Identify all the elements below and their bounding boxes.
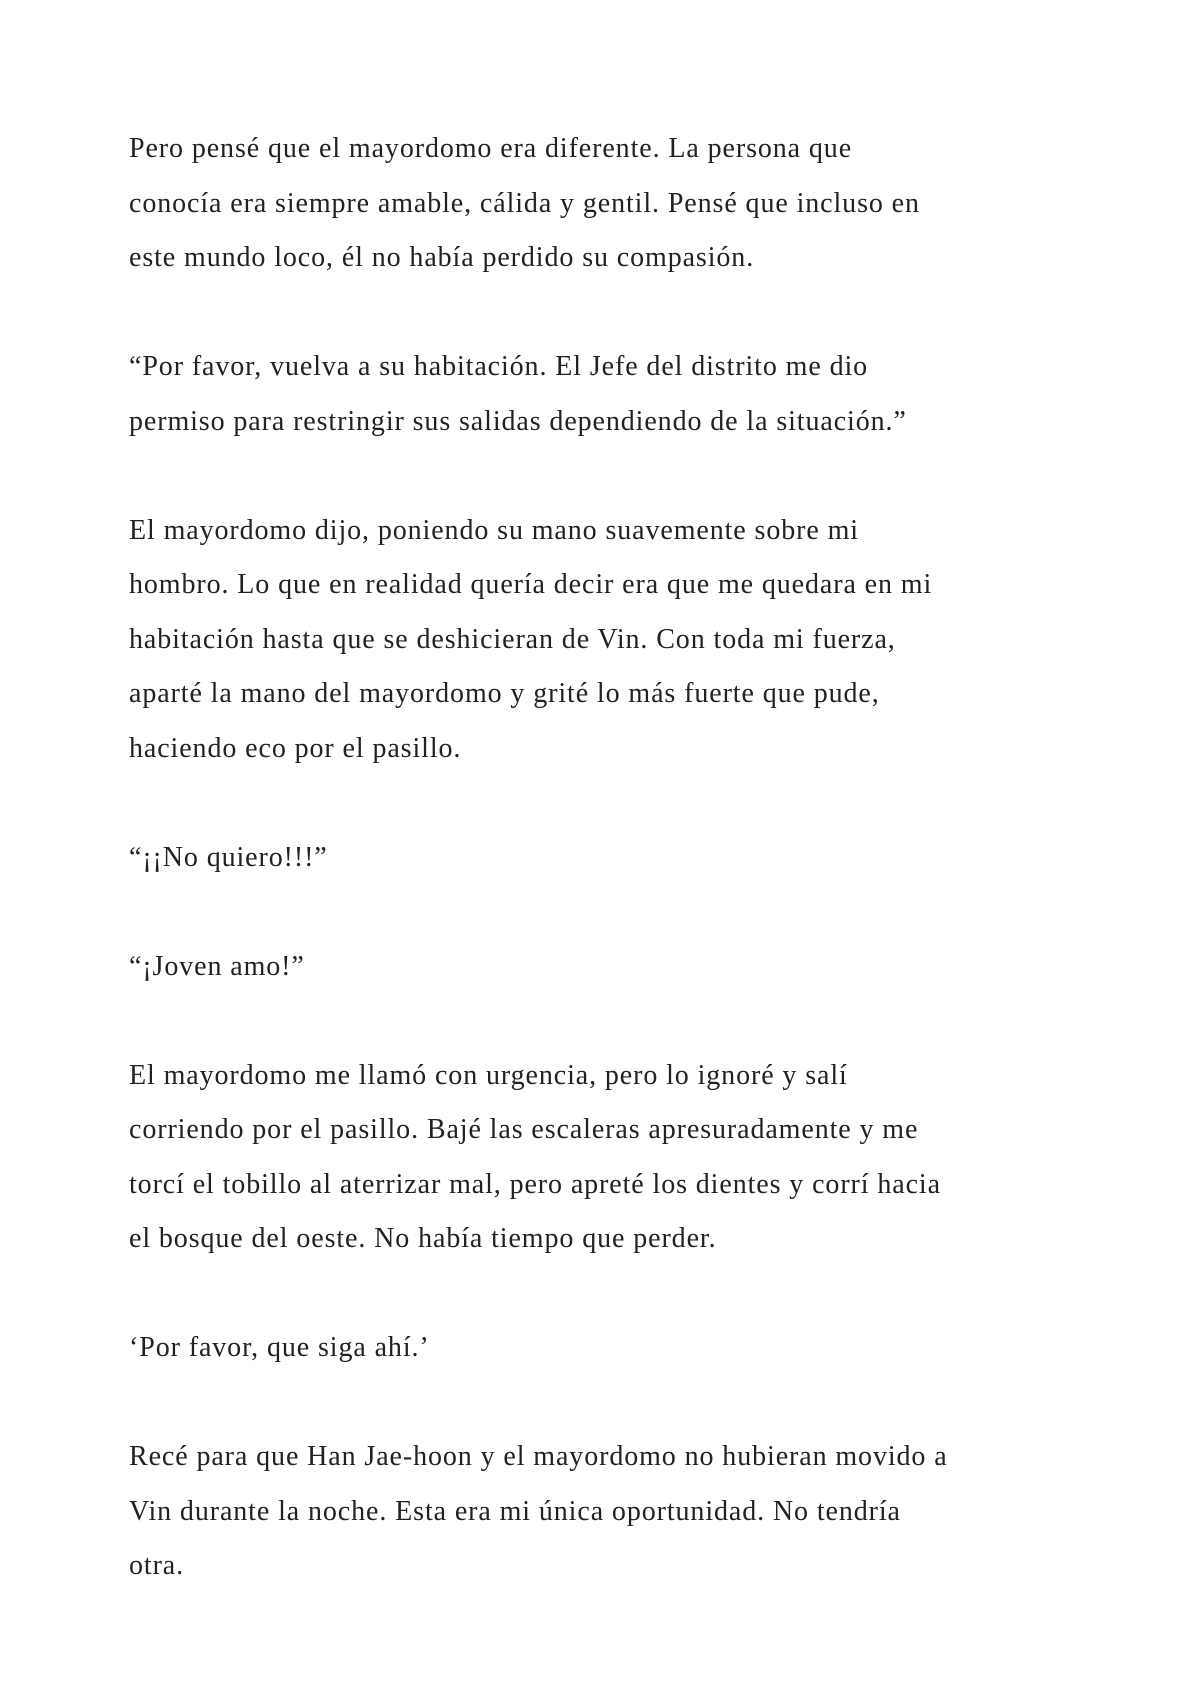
paragraph [129, 831, 1089, 886]
text-line: Pero pensé que el mayordomo era diferente. La persona que [129, 133, 853, 164]
text-line: permiso para restringir sus salidas dependiendo de la situación.” [129, 405, 907, 437]
paragraph [129, 1049, 1089, 1267]
paragraph [129, 122, 1089, 286]
paragraph [129, 1430, 1089, 1594]
text-line: ‘Por favor, que siga ahí.’ [129, 1332, 430, 1363]
text-line: Vin durante la noche. Esta era mi única oportunidad. No tendría [129, 1495, 901, 1527]
text-line: conocía era siempre amable, cálida y gentil. Pensé que incluso en [129, 187, 920, 219]
text-line: este mundo loco, él no había perdido su compasión. [129, 242, 755, 273]
paragraph [129, 340, 1089, 449]
text-line: “¡Joven amo!” [129, 950, 305, 982]
paragraph [129, 940, 1089, 995]
text-line: aparté la mano del mayordomo y grité lo más fuerte que pude, [129, 678, 880, 709]
text-line: el bosque del oeste. No había tiempo que perder. [129, 1223, 717, 1254]
text-line: El mayordomo me llamó con urgencia, pero lo ignoré y salí [129, 1059, 848, 1091]
text-line: habitación hasta que se deshicieran de Vin. Con toda mi fuerza, [129, 623, 896, 655]
text-line: El mayordomo dijo, poniendo su mano suavemente sobre mi [129, 514, 859, 546]
text-line: hombro. Lo que en realidad quería decir era que me quedara en mi [129, 569, 933, 600]
text-line: corriendo por el pasillo. Bajé las escaleras apresuradamente y me [129, 1114, 919, 1145]
text-line: torcí el tobillo al aterrizar mal, pero apreté los dientes y corrí hacia [129, 1168, 941, 1200]
text-line: otra. [129, 1550, 185, 1581]
text-line: haciendo eco por el pasillo. [129, 732, 462, 764]
document-body [129, 122, 1089, 1648]
text-line: “Por favor, vuelva a su habitación. El Jefe del distrito me dio [129, 351, 869, 382]
text-line: “¡¡No quiero!!!” [129, 841, 328, 873]
paragraph [129, 504, 1089, 777]
text-line: Recé para que Han Jae-hoon y el mayordomo no hubieran movido a [129, 1441, 948, 1472]
paragraph [129, 1321, 1089, 1376]
